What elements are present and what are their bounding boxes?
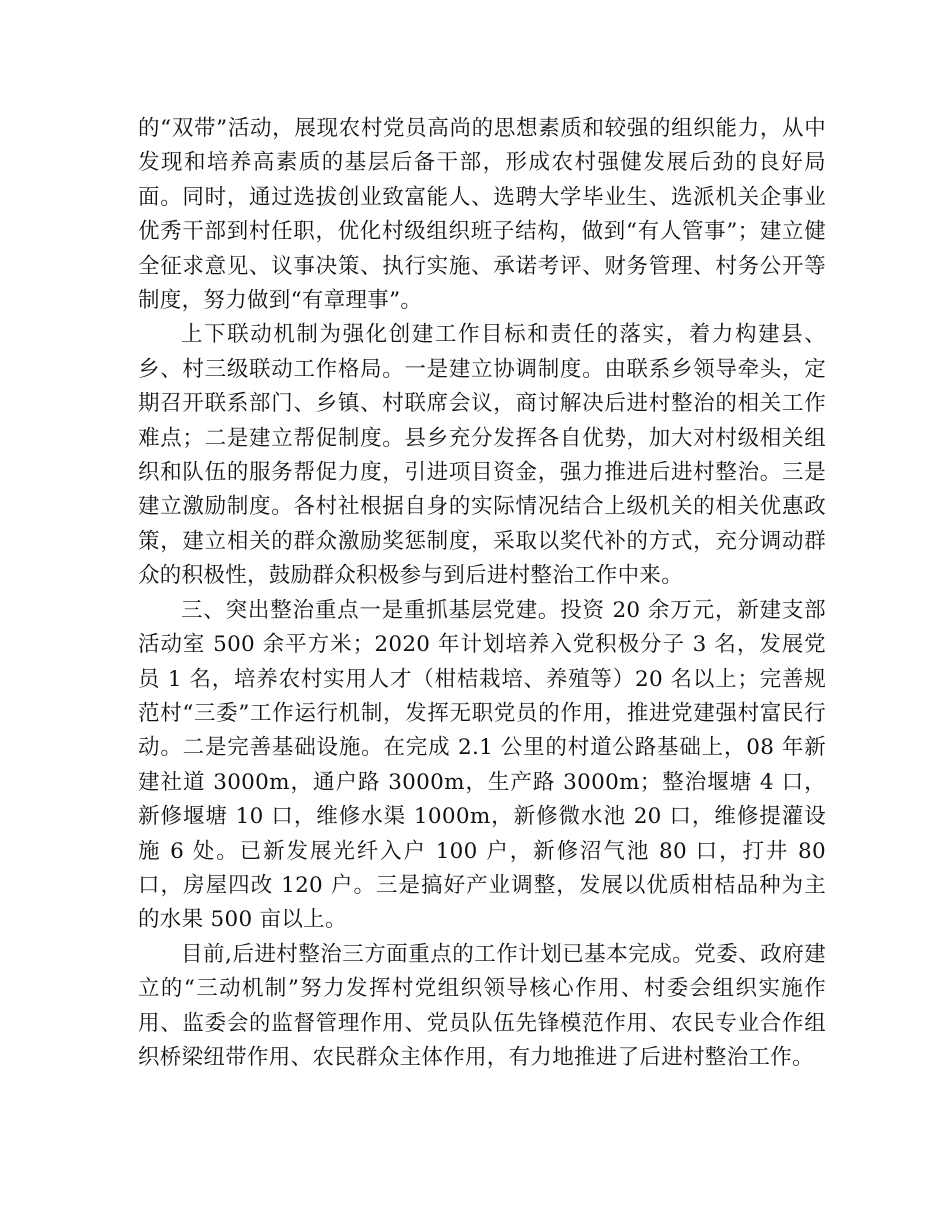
document-body [138,112,826,1075]
paragraph-3: 三、突出整治重点一是重抓基层党建。投资 20 余万元，新建支部活动室 500 余平方米；2020 年计划培养入党积极分子 3 名，发展党员 1 名，培养农村实用人才（柑桔栽培、养殖等）20 名以上；完善规范村“三委”工作运行机制，发挥无职党员的作用，推进党建强村富民行动。二是完善基础设施。在完成 2.1 公里的村道公路基础上，08 年新建社道 3000m，通户路 3000m，生产路 3000m；整治堰塘 4 口，新修堰塘 10 口，维修水渠 1000m，新修微水池 20 口，维修提灌设施 6 处。已新发展光纤入户 100 户，新修沼气池 80 口，打井 80 口，房屋四改 120 户。三是搞好产业调整，发展以优质柑桔品种为主的水果 500 亩以上。 [138,597,826,933]
paragraph-2: 上下联动机制为强化创建工作目标和责任的落实，着力构建县、乡、村三级联动工作格局。一是建立协调制度。由联系乡领导牵头，定期召开联系部门、乡镇、村联席会议，商讨解决后进村整治的相关工作难点；二是建立帮促制度。县乡充分发挥各自优势，加大对村级相关组织和队伍的服务帮促力度，引进项目资金，强力推进后进村整治。三是建立激励制度。各村社根据自身的实际情况结合上级机关的相关优惠政策，建立相关的群众激励奖惩制度，采取以奖代补的方式，充分调动群众的积极性，鼓励群众积极参与到后进村整治工作中来。 [138,322,826,589]
paragraph-1: 的“双带”活动，展现农村党员高尚的思想素质和较强的组织能力，从中发现和培养高素质的基层后备干部，形成农村强健发展后劲的良好局面。同时，通过选拔创业致富能人、选聘大学毕业生、选派机关企事业优秀干部到村任职，优化村级组织班子结构，做到“有人管事”；建立健全征求意见、议事决策、执行实施、承诺考评、财务管理、村务公开等制度，努力做到“有章理事”。 [138,116,826,314]
paragraph-4: 目前,后进村整治三方面重点的工作计划已基本完成。党委、政府建立的“三动机制”努力发挥村党组织领导核心作用、村委会组织实施作用、监委会的监督管理作用、党员队伍先锋模范作用、农民专业合作组织桥梁纽带作用、农民群众主体作用，有力地推进了后进村整治工作。 [138,941,826,1070]
